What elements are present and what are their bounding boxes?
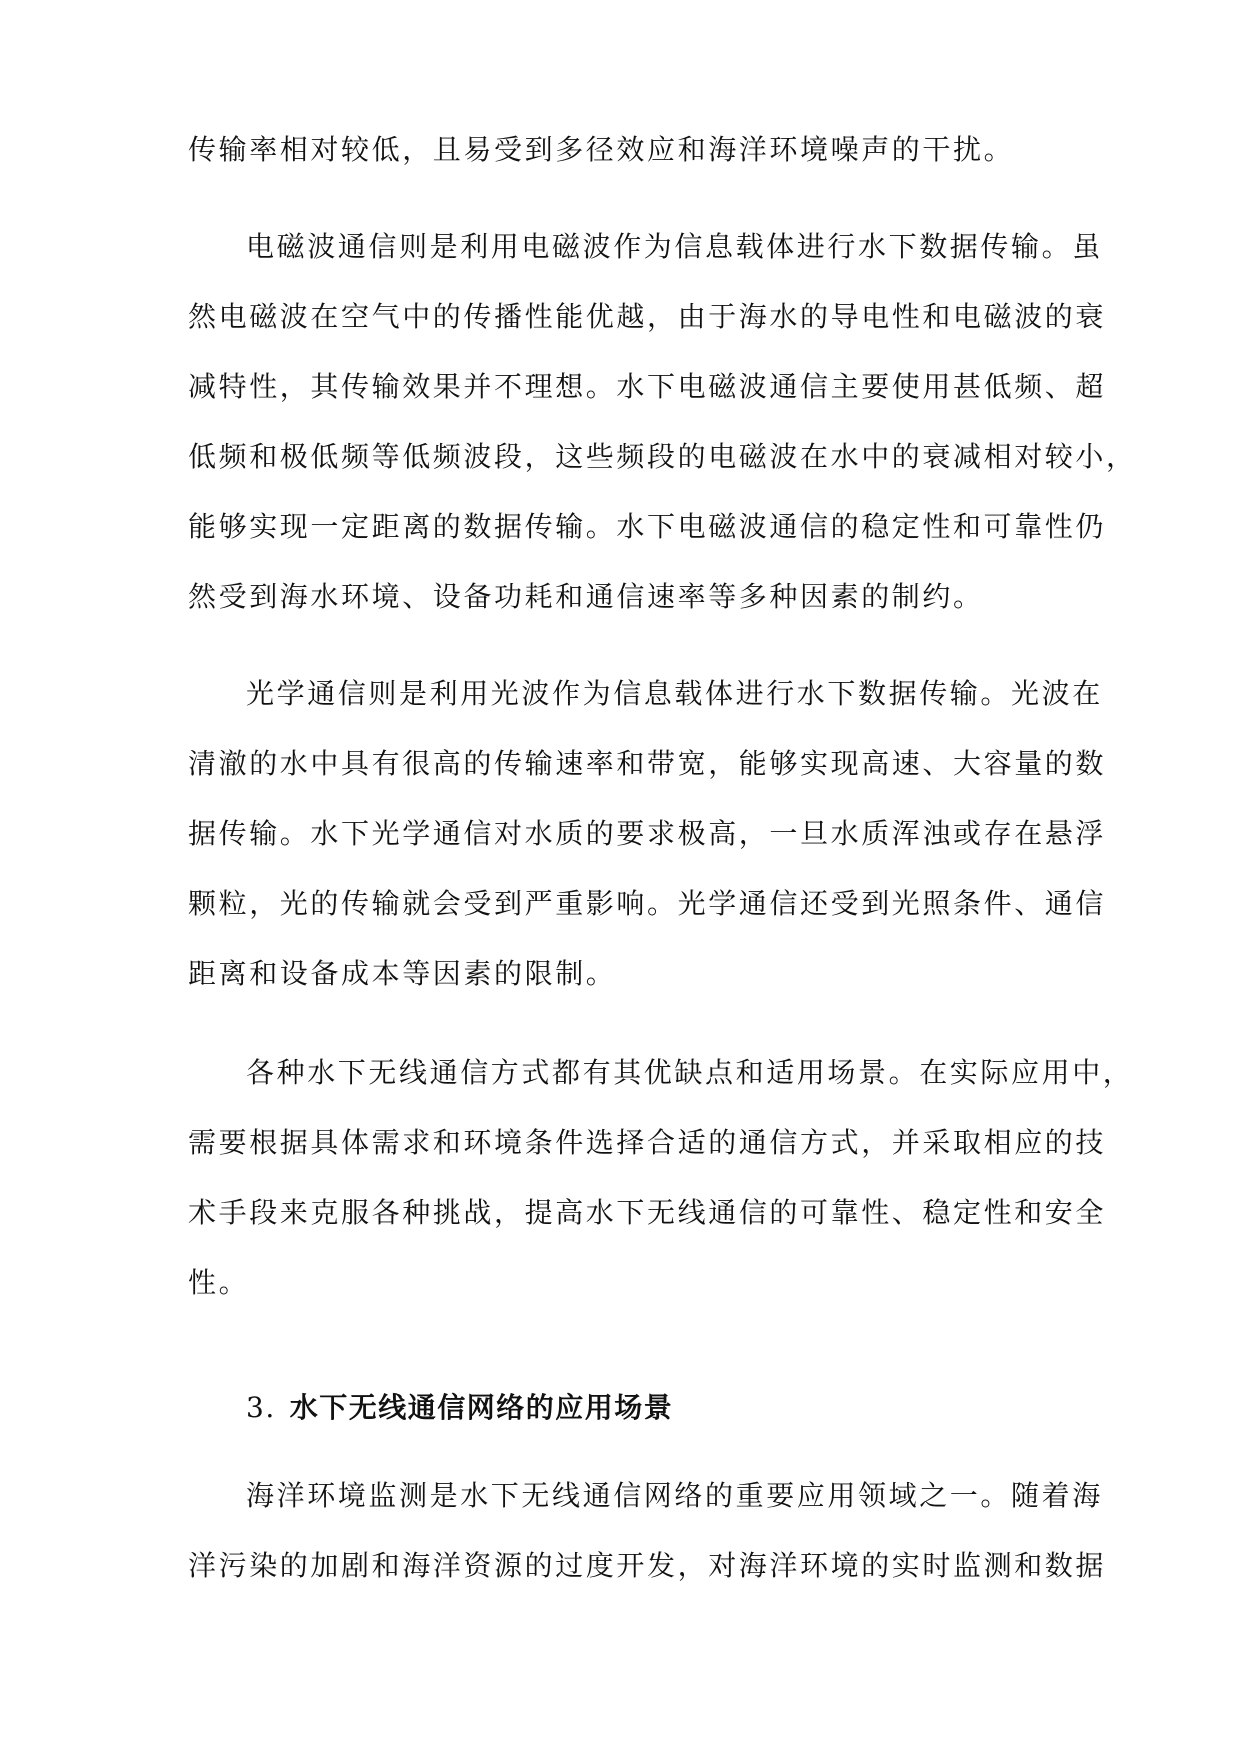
text-line: 术手段来克服各种挑战，提高水下无线通信的可靠性、稳定性和安全 <box>188 1196 1107 1229</box>
text-line: 能够实现一定距离的数据传输。水下电磁波通信的稳定性和可靠性仍 <box>188 510 1107 543</box>
text-line: 需要根据具体需求和环境条件选择合适的通信方式，并采取相应的技 <box>188 1126 1107 1159</box>
section-heading <box>246 1388 673 1428</box>
text-line: 据传输。水下光学通信对水质的要求极高，一旦水质浑浊或存在悬浮 <box>188 817 1107 850</box>
text-line: 清澈的水中具有很高的传输速率和带宽，能够实现高速、大容量的数 <box>188 747 1107 780</box>
section-title: 水下无线通信网络的应用场景 <box>289 1391 674 1424</box>
text-line: 减特性，其传输效果并不理想。水下电磁波通信主要使用甚低频、超 <box>188 370 1107 403</box>
text-line: 性。 <box>188 1266 250 1299</box>
section-number: 3. <box>246 1391 276 1424</box>
text-line: 电磁波通信则是利用电磁波作为信息载体进行水下数据传输。虽 <box>246 230 1103 263</box>
text-line: 颗粒，光的传输就会受到严重影响。光学通信还受到光照条件、通信 <box>188 887 1107 920</box>
text-line: 洋污染的加剧和海洋资源的过度开发，对海洋环境的实时监测和数据 <box>188 1549 1107 1582</box>
text-line: 各种水下无线通信方式都有其优缺点和适用场景。在实际应用中， <box>246 1056 1134 1089</box>
text-line: 光学通信则是利用光波作为信息载体进行水下数据传输。光波在 <box>246 677 1103 710</box>
text-line: 距离和设备成本等因素的限制。 <box>188 957 617 990</box>
text-line: 低频和极低频等低频波段，这些频段的电磁波在水中的衰减相对较小， <box>188 440 1137 473</box>
text-line: 海洋环境监测是水下无线通信网络的重要应用领域之一。随着海 <box>246 1479 1103 1512</box>
text-line: 传输率相对较低，且易受到多径效应和海洋环境噪声的干扰。 <box>188 133 1015 166</box>
text-line: 然受到海水环境、设备功耗和通信速率等多种因素的制约。 <box>188 580 984 613</box>
text-line: 然电磁波在空气中的传播性能优越，由于海水的导电性和电磁波的衰 <box>188 300 1107 333</box>
